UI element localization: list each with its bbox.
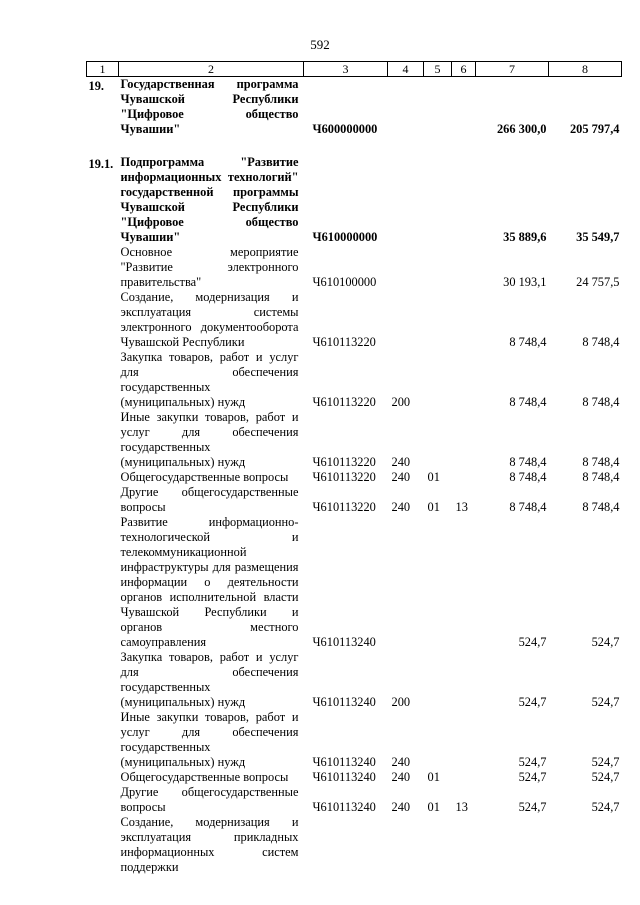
row-amount-col7: 8 748,4 — [509, 500, 547, 514]
table-row — [87, 770, 622, 785]
row-section — [424, 245, 452, 290]
table-row — [87, 350, 622, 410]
table-header — [87, 62, 622, 77]
header-row — [87, 62, 622, 77]
header-col-4: 4 — [388, 62, 424, 77]
row-number: 19.1. — [88, 157, 114, 171]
row-name: Подпрограмма "Развитие информационных технологий" государственной программы Чувашской Республики "Цифровое общество Чувашии" — [120, 155, 299, 244]
table-row — [87, 137, 622, 245]
row-target-code: Ч610113220 — [312, 455, 376, 469]
row-amount-col8: 24 757,5 — [576, 275, 620, 289]
row-section: 01 — [427, 770, 440, 784]
row-target-code: Ч610113220 — [312, 500, 376, 514]
table-row — [87, 290, 622, 350]
row-subsection — [452, 290, 476, 350]
row-amount-col8: 8 748,4 — [582, 395, 620, 409]
row-amount-col8: 8 748,4 — [582, 335, 620, 349]
table-row — [87, 815, 622, 875]
table-row — [87, 710, 622, 770]
row-number — [87, 470, 119, 485]
table-row — [87, 77, 622, 138]
row-section: 01 — [427, 500, 440, 514]
row-amount-col8: 205 797,4 — [569, 122, 620, 136]
row-amount-col7 — [476, 815, 549, 875]
row-name: Иные закупки товаров, работ и услуг для обеспечения государственных (муниципальных) нужд — [120, 710, 299, 769]
row-expense-type — [388, 815, 424, 875]
table-row — [87, 515, 622, 650]
row-target-code: Ч600000000 — [312, 122, 378, 136]
table-body — [87, 77, 622, 876]
table-row — [87, 410, 622, 470]
row-amount-col7: 524,7 — [518, 755, 547, 769]
row-section — [424, 410, 452, 470]
row-amount-col7: 266 300,0 — [496, 122, 547, 136]
row-amount-col8: 524,7 — [591, 635, 620, 649]
header-col-7: 7 — [476, 62, 549, 77]
row-target-code: Ч610113220 — [312, 335, 376, 349]
row-subsection — [452, 77, 476, 138]
row-name: Государственная программа Чувашской Республики "Цифровое общество Чувашии" — [120, 77, 299, 136]
row-expense-type: 240 — [391, 800, 411, 814]
row-target-code: Ч610000000 — [312, 230, 378, 244]
row-amount-col7: 8 748,4 — [509, 395, 547, 409]
row-section — [424, 350, 452, 410]
row-amount-col7: 35 889,6 — [503, 230, 547, 244]
row-expense-type: 200 — [391, 695, 411, 709]
row-expense-type — [388, 515, 424, 650]
row-number — [87, 515, 119, 650]
row-amount-col8: 524,7 — [591, 800, 620, 814]
header-col-6: 6 — [452, 62, 476, 77]
row-number — [87, 290, 119, 350]
row-section — [424, 515, 452, 650]
row-section: 01 — [427, 470, 440, 484]
budget-table — [86, 61, 622, 875]
row-section — [424, 290, 452, 350]
row-expense-type — [388, 245, 424, 290]
row-amount-col8: 524,7 — [591, 770, 620, 784]
row-target-code: Ч610113220 — [312, 470, 376, 484]
page-number: 592 — [310, 37, 330, 52]
row-target-code: Ч610113240 — [312, 800, 376, 814]
row-number — [87, 650, 119, 710]
row-expense-type: 240 — [391, 455, 411, 469]
row-subsection — [452, 137, 476, 245]
row-subsection: 13 — [455, 800, 468, 814]
header-col-3: 3 — [304, 62, 388, 77]
table-row — [87, 485, 622, 515]
row-subsection — [452, 515, 476, 650]
row-subsection: 13 — [455, 500, 468, 514]
row-name: Создание, модернизация и эксплуатация системы электронного документооборота Чувашской Республики — [120, 290, 299, 349]
row-amount-col8: 8 748,4 — [582, 455, 620, 469]
row-amount-col8: 8 748,4 — [582, 500, 620, 514]
row-expense-type — [388, 77, 424, 138]
header-col-5: 5 — [424, 62, 452, 77]
row-name: Общегосударственные вопросы — [120, 470, 289, 484]
row-name: Другие общегосударственные вопросы — [120, 485, 299, 514]
row-name: Другие общегосударственные вопросы — [120, 785, 299, 814]
table-row — [87, 650, 622, 710]
row-amount-col7: 30 193,1 — [503, 275, 547, 289]
row-expense-type: 240 — [391, 500, 411, 514]
row-number — [87, 350, 119, 410]
row-number — [87, 785, 119, 815]
row-number — [87, 410, 119, 470]
row-subsection — [452, 770, 476, 785]
row-target-code: Ч610100000 — [312, 275, 377, 289]
row-target-code: Ч610113240 — [312, 635, 376, 649]
row-amount-col8: 35 549,7 — [576, 230, 620, 244]
row-expense-type: 200 — [391, 395, 411, 409]
row-amount-col8: 524,7 — [591, 755, 620, 769]
row-subsection — [452, 650, 476, 710]
row-number: 19. — [88, 79, 104, 93]
row-number — [87, 770, 119, 785]
row-target-code: Ч610113240 — [312, 770, 376, 784]
row-subsection — [452, 815, 476, 875]
row-subsection — [452, 470, 476, 485]
row-number — [87, 710, 119, 770]
row-amount-col7: 8 748,4 — [509, 335, 547, 349]
row-expense-type — [388, 137, 424, 245]
row-expense-type: 240 — [391, 470, 411, 484]
row-amount-col7: 524,7 — [518, 770, 547, 784]
row-amount-col7: 524,7 — [518, 635, 547, 649]
row-name: Создание, модернизация и эксплуатация прикладных информационных систем поддержки — [120, 815, 299, 874]
row-name: Закупка товаров, работ и услуг для обеспечения государственных (муниципальных) нужд — [120, 350, 299, 409]
row-subsection — [452, 710, 476, 770]
row-section — [424, 77, 452, 138]
row-section — [424, 650, 452, 710]
row-section — [424, 710, 452, 770]
row-name: Иные закупки товаров, работ и услуг для обеспечения государственных (муниципальных) нужд — [120, 410, 299, 469]
row-number — [87, 815, 119, 875]
row-name: Основное мероприятие "Развитие электронного правительства" — [120, 245, 299, 289]
row-number — [87, 245, 119, 290]
row-number — [87, 485, 119, 515]
row-amount-col7: 524,7 — [518, 695, 547, 709]
row-amount-col8: 524,7 — [591, 695, 620, 709]
table-row — [87, 245, 622, 290]
row-name: Общегосударственные вопросы — [120, 770, 289, 784]
header-col-8: 8 — [549, 62, 622, 77]
row-subsection — [452, 410, 476, 470]
row-amount-col8: 8 748,4 — [582, 470, 620, 484]
row-expense-type: 240 — [391, 770, 411, 784]
header-col-1: 1 — [87, 62, 119, 77]
table-row — [87, 785, 622, 815]
row-name: Развитие информационно-технологической и телекоммуникационной инфраструктуры для размещения информации о деятельности органов исполнительной власти Чувашской Республики и органов местного самоуправления — [120, 515, 299, 649]
header-col-2: 2 — [119, 62, 304, 77]
row-subsection — [452, 245, 476, 290]
row-target-code: Ч610113240 — [312, 755, 376, 769]
row-section: 01 — [427, 800, 440, 814]
row-subsection — [452, 350, 476, 410]
table-row — [87, 470, 622, 485]
row-target-code: Ч610113240 — [312, 695, 376, 709]
row-amount-col8 — [549, 815, 622, 875]
row-amount-col7: 8 748,4 — [509, 470, 547, 484]
row-target-code — [304, 815, 388, 875]
row-name: Закупка товаров, работ и услуг для обеспечения государственных (муниципальных) нужд — [120, 650, 299, 709]
row-amount-col7: 8 748,4 — [509, 455, 547, 469]
row-section — [424, 137, 452, 245]
row-expense-type: 240 — [391, 755, 411, 769]
row-target-code: Ч610113220 — [312, 395, 376, 409]
row-section — [424, 815, 452, 875]
row-expense-type — [388, 290, 424, 350]
row-amount-col7: 524,7 — [518, 800, 547, 814]
